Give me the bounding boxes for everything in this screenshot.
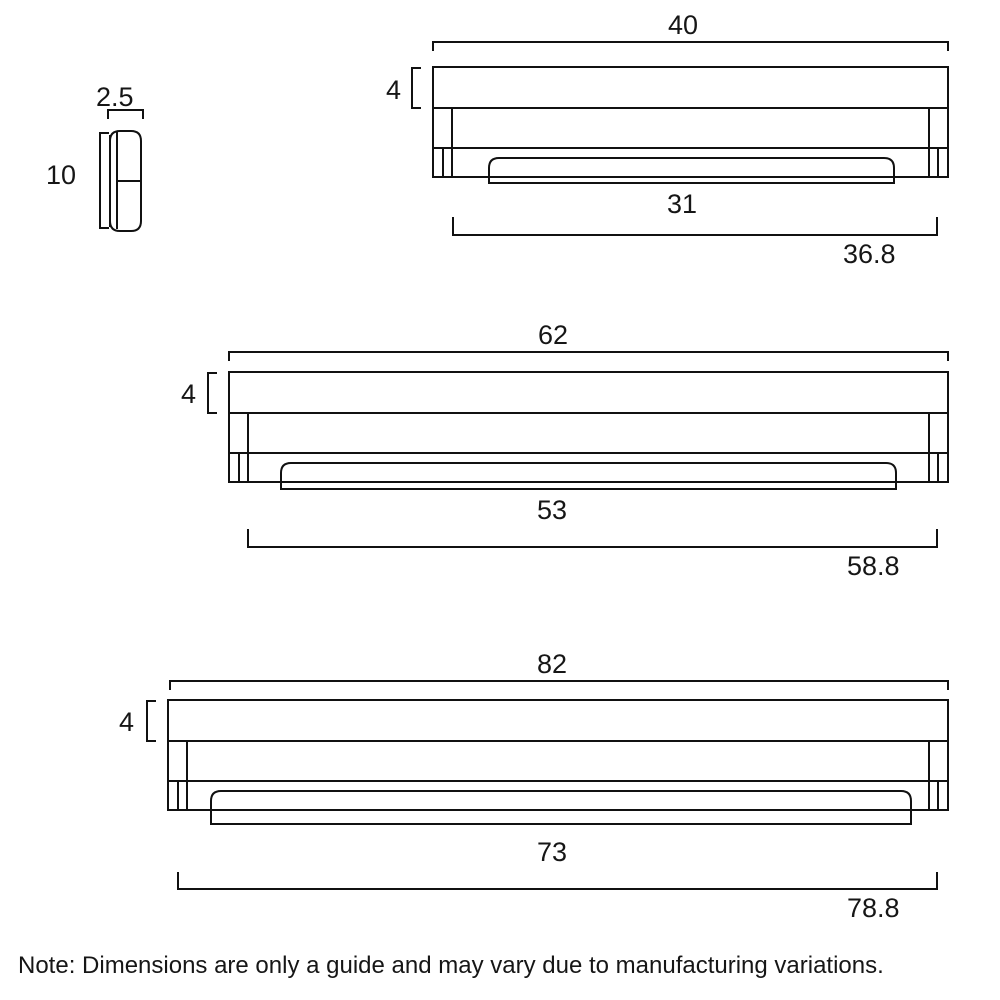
side-profile-geometry	[100, 110, 143, 231]
manufacturing-note: Note: Dimensions are only a guide and may vary due to manufacturing variations.	[18, 952, 884, 979]
label-medium-body-height: 4	[181, 379, 197, 409]
label-large-mounting-length: 78.8	[847, 893, 900, 923]
label-large-inner-length: 73	[537, 837, 568, 867]
label-small-inner-length: 31	[667, 189, 698, 219]
label-medium-mounting-length: 58.8	[847, 551, 900, 581]
medium-fixture-geometry	[208, 352, 948, 547]
label-profile-width: 2.5	[96, 82, 134, 112]
label-medium-overall-length: 62	[538, 320, 569, 350]
label-large-body-height: 4	[119, 707, 135, 737]
label-small-body-height: 4	[386, 75, 402, 105]
label-small-overall-length: 40	[668, 10, 699, 40]
label-large-overall-length: 82	[537, 649, 568, 679]
label-profile-height: 10	[46, 160, 77, 190]
label-medium-inner-length: 53	[537, 495, 568, 525]
label-small-mounting-length: 36.8	[843, 239, 896, 269]
